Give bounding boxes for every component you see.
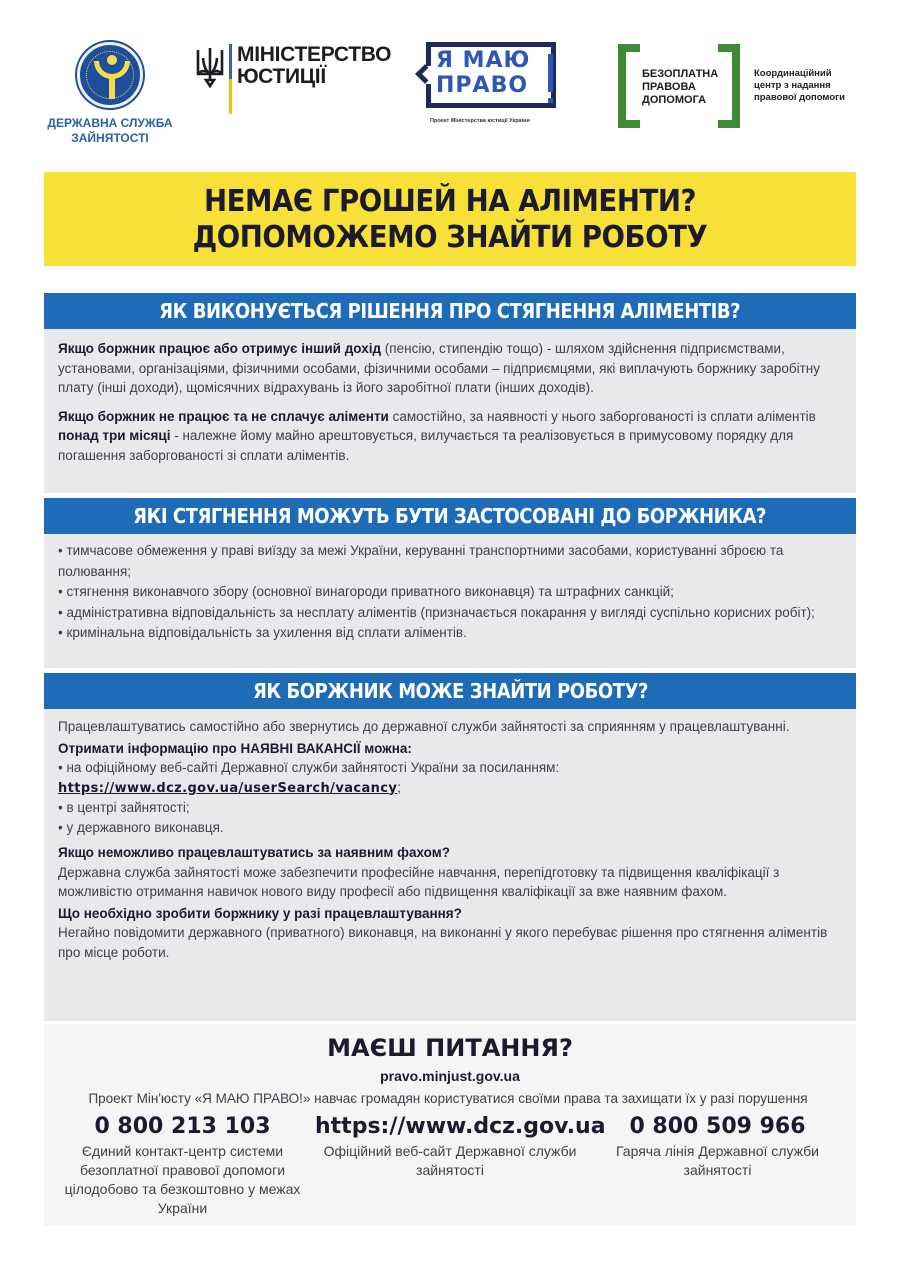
i-have-right-text xyxy=(436,48,548,98)
free-legal-aid-line1: БЕЗОПЛАТНА xyxy=(642,68,719,80)
coordination-center-text xyxy=(754,68,884,104)
ministry-name-line2: ЮСТИЦІЇ xyxy=(237,65,326,88)
section1-p2-bold2: понад три місяці xyxy=(58,428,171,443)
contact-dcz-website xyxy=(315,1112,606,1218)
section1-heading-text: ЯК ВИКОНУЄТЬСЯ РІШЕННЯ ПРО СТЯГНЕННЯ АЛІМЕНТІВ? xyxy=(159,299,741,323)
penalty-item: • кримінальна відповідальність за ухилення від сплати аліментів. xyxy=(58,625,467,640)
free-legal-aid-text xyxy=(642,68,722,107)
vacancy-source-item: • в центрі зайнятості; xyxy=(58,800,190,815)
main-title-banner xyxy=(44,172,856,266)
employment-service-name-line2: ЗАЙНЯТОСТІ xyxy=(71,131,149,145)
section1-p2-text1: самостійно, за наявності у нього заборгованості із сплати аліментів xyxy=(388,408,816,424)
penalty-item: • адміністративна відповідальність за несплату аліментів (призначається покарання у вигляді суспільно корисних робіт); xyxy=(58,604,815,620)
employment-service-logo xyxy=(40,42,180,146)
section1-body xyxy=(44,329,856,493)
questions-title: МАЄШ ПИТАННЯ? xyxy=(327,1034,573,1062)
section2-body xyxy=(44,534,856,668)
contact-dcz-hotline xyxy=(585,1112,850,1218)
contact-footer xyxy=(44,1024,856,1226)
i-have-right-logo xyxy=(418,42,560,128)
legal-aid-phone[interactable]: 0 800 213 103 xyxy=(94,1114,271,1139)
penalty-item: • тимчасове обмеження у праві виїзду за межі України, керуванні транспортними засобами, користуванні зброєю та полювання; xyxy=(58,543,784,579)
vacancy-link-suffix: ; xyxy=(397,779,402,795)
penalty-item: • стягнення виконавчого збору (основної винагороди приватного виконавця) та штрафних санкцій; xyxy=(58,584,674,599)
employment-service-emblem-icon xyxy=(77,42,143,108)
vacancy-search-link[interactable]: https://www.dcz.gov.ua/userSearch/vacancy xyxy=(58,780,398,796)
section2-heading xyxy=(44,498,856,534)
i-have-right-line2: ПРАВО xyxy=(436,73,529,98)
ministry-name-line1: МІНІСТЕРСТВО xyxy=(237,43,392,66)
project-website-link[interactable]: pravo.minjust.gov.ua xyxy=(380,1068,520,1084)
coordination-center-line2: центр з надання xyxy=(754,80,831,91)
dcz-hotline-phone[interactable]: 0 800 509 966 xyxy=(629,1114,806,1139)
i-have-right-caption: Проект Міністерства юстиції України xyxy=(430,118,530,124)
employment-service-name xyxy=(40,116,180,146)
section1-paragraph2 xyxy=(58,407,842,466)
main-title-line1: НЕМАЄ ГРОШЕЙ НА АЛІМЕНТИ? xyxy=(203,184,697,219)
section3-heading-text: ЯК БОРЖНИК МОЖЕ ЗНАЙТИ РОБОТУ? xyxy=(252,679,648,703)
free-legal-aid-logo xyxy=(618,44,878,130)
legal-aid-phone-desc: Єдиний контакт-центр системи безоплатної правової допомоги цілодобово та безкоштовно у межах України xyxy=(64,1143,301,1216)
dcz-website-link[interactable]: https://www.dcz.gov.ua xyxy=(315,1114,606,1139)
free-legal-aid-line2: ПРАВОВА xyxy=(642,81,696,93)
vacancies-heading: Отримати інформацію про НАЯВНІ ВАКАНСІЇ можна: xyxy=(58,740,412,756)
section3-heading xyxy=(44,673,856,709)
left-bracket-icon xyxy=(618,44,640,128)
question-heading: Якщо неможливо працевлаштуватись за наявним фахом? xyxy=(58,845,450,860)
ua-flag-bar xyxy=(229,44,232,114)
question-answer: Негайно повідомити державного (приватного) виконавця, на виконанні у якого перебуває рішення про стягнення аліментів про місце роботи. xyxy=(58,925,828,960)
section1-p1-bold: Якщо боржник працює або отримує інший дохід xyxy=(58,341,382,356)
logo-bar xyxy=(0,36,900,156)
section3-body xyxy=(44,709,856,1021)
coordination-center-line3: правової допомоги xyxy=(754,92,845,103)
employment-service-name-line1: ДЕРЖАВНА СЛУЖБА xyxy=(47,116,173,130)
question-heading: Що необхідно зробити боржнику у разі працевлаштування? xyxy=(58,905,462,921)
exclamation-icon xyxy=(548,54,553,92)
section1-p2-text2: - належне йому майно арештовується, вилучається та реалізовується в примусовому порядку для погашення заборгованості зі сплати аліментів. xyxy=(58,428,794,463)
main-title-line2: ДОПОМОЖЕМО ЗНАЙТИ РОБОТУ xyxy=(192,220,708,255)
vacancy-source-item: • на офіційному веб-сайті Державної служби зайнятості України за посиланням: xyxy=(58,760,560,775)
contact-legal-aid-hotline xyxy=(50,1112,315,1218)
job-search-intro: Працевлаштуватись самостійно або звернутись до державної служби зайнятості за сприянням у працевлаштуванні. xyxy=(58,719,790,734)
section1-p2-bold: Якщо боржник не працює та не сплачує аліменти xyxy=(58,408,389,424)
dcz-website-desc: Офіційний веб-сайт Державної служби зайнятості xyxy=(323,1143,577,1178)
free-legal-aid-line3: ДОПОМОГА xyxy=(642,94,707,106)
trident-icon xyxy=(195,46,225,88)
exclamation-dot xyxy=(548,98,553,103)
question-answer: Державна служба зайнятості може забезпечити професійне навчання, перепідготовку та підвищення кваліфікації з можливістю отримання навичок нового виду професії або підвищення кваліфікації за вже наявним фахом. xyxy=(58,864,780,899)
coordination-center-line1: Координаційний xyxy=(754,68,832,79)
project-description: Проект Мін'юсту «Я МАЮ ПРАВО!» навчає громадян користуватися своїми права та захищати їх у разі порушення xyxy=(88,1091,808,1106)
contacts-row xyxy=(44,1112,856,1218)
vacancy-source-item: • у державного виконавця. xyxy=(58,819,224,835)
i-have-right-line1: Я МАЮ xyxy=(436,48,531,73)
section2-heading-text: ЯКІ СТЯГНЕННЯ МОЖУТЬ БУТИ ЗАСТОСОВАНІ ДО БОРЖНИКА? xyxy=(133,504,767,528)
ministry-of-justice-name xyxy=(237,44,391,88)
section1-p1-text: (пенсію, стипендію тощо) - шляхом здійснення підприємствами, установами, організаціями, фізичними особами, фізичними особами – підприємцями, які виплачують боржнику заробітну плату (інші доходи), щомісячних відрахувань із його заробітної плати (інших доходів). xyxy=(58,341,821,395)
section1-heading xyxy=(44,293,856,329)
dcz-hotline-desc: Гаряча лінія Державної служби зайнятості xyxy=(616,1143,819,1178)
section1-paragraph1 xyxy=(58,339,842,398)
